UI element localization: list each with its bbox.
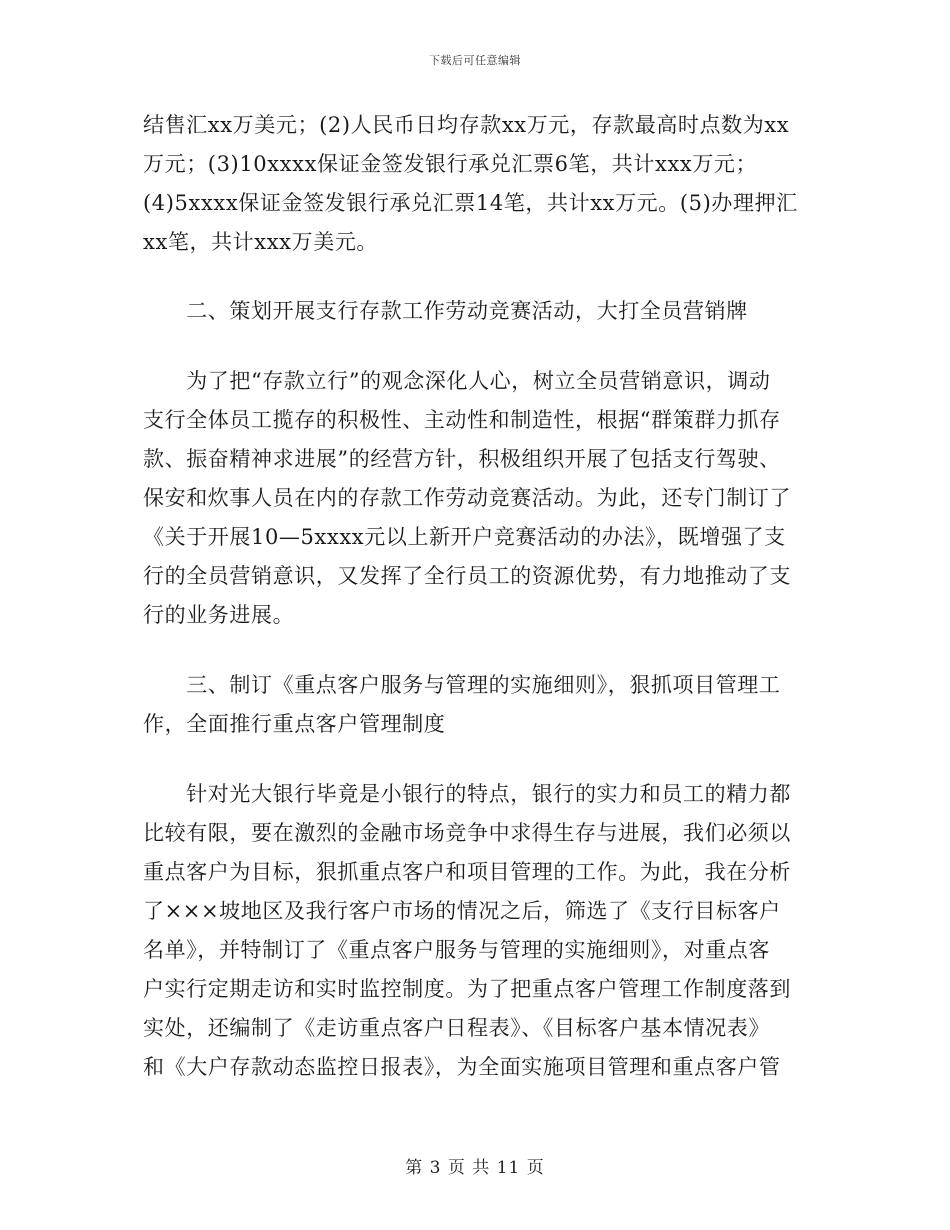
text-line: 重点客户为目标，狠抓重点客户和项目管理的工作。为此，我在分析	[143, 860, 791, 884]
text-line: 为了把“存款立行”的观念深化人心，树立全员营销意识，调动	[143, 369, 771, 393]
text-line: 三、制订《重点客户服务与管理的实施细则》，狠抓项目管理工	[143, 673, 781, 697]
paragraph-deposit-stats	[143, 106, 808, 262]
paragraph-spacer	[143, 635, 808, 666]
text-line: 二、策划开展支行存款工作劳动竞赛活动，大打全员营销牌	[143, 299, 748, 323]
paragraph-spacer	[143, 331, 808, 362]
text-line: 结售汇xx万美元；(2)人民币日均存款xx万元，存款最高时点数为xx	[143, 113, 790, 137]
document-body	[143, 106, 808, 1087]
text-line: 名单》，并特制订了《重点客户服务与管理的实施细则》，对重点客	[143, 938, 770, 962]
text-line: 保安和炊事人员在内的存款工作劳动竞赛活动。为此，还专门制订了	[143, 486, 791, 510]
text-line: 了×××坡地区及我行客户市场的情况之后，筛选了《支行目标客户	[143, 899, 781, 923]
text-line: 款、振奋精神求进展”的经营方针，积极组织开展了包括支行驾驶、	[143, 447, 781, 471]
paragraph-key-clients	[143, 775, 808, 1087]
page-header-note: 下载后可任意编辑	[429, 54, 521, 67]
text-line: (4)5xxxx保证金签发银行承兑汇票14笔，共计xx万元。(5)办理押汇	[143, 191, 798, 215]
text-line: 针对光大银行毕竟是小银行的特点，银行的实力和员工的精力都	[143, 782, 791, 806]
text-line: 行的全员营销意识，又发挥了全行员工的资源优势，有力地推动了支	[143, 564, 791, 588]
text-line: 实处，还编制了《走访重点客户日程表》、《目标客户基本情况表》	[143, 1016, 770, 1040]
section-heading-two	[143, 292, 808, 331]
paragraph-labor-competition	[143, 362, 808, 635]
text-line: 和《大户存款动态监控日报表》，为全面实施项目管理和重点客户管	[143, 1055, 781, 1079]
section-heading-three	[143, 666, 808, 744]
paragraph-spacer	[143, 744, 808, 775]
text-line: 户实行定期走访和实时监控制度。为了把重点客户管理工作制度落到	[143, 977, 791, 1001]
text-line: 作，全面推行重点客户管理制度	[143, 712, 446, 736]
text-line: 行的业务进展。	[143, 603, 295, 627]
text-line: 支行全体员工揽存的积极性、主动性和制造性，根据“群策群力抓存	[143, 408, 781, 432]
text-line: 《关于开展10—5xxxx元以上新开户竞赛活动的办法》，既增强了支	[143, 525, 786, 549]
text-line: 万元；(3)10xxxx保证金签发银行承兑汇票6笔，共计xxx万元；	[143, 152, 758, 176]
page-number: 第 3 页 共 11 页	[405, 1158, 545, 1178]
text-line: xx笔，共计xxx万美元。	[143, 230, 379, 254]
paragraph-spacer	[143, 262, 808, 292]
text-line: 比较有限，要在激烈的金融市场竞争中求得生存与进展，我们必须以	[143, 821, 791, 845]
